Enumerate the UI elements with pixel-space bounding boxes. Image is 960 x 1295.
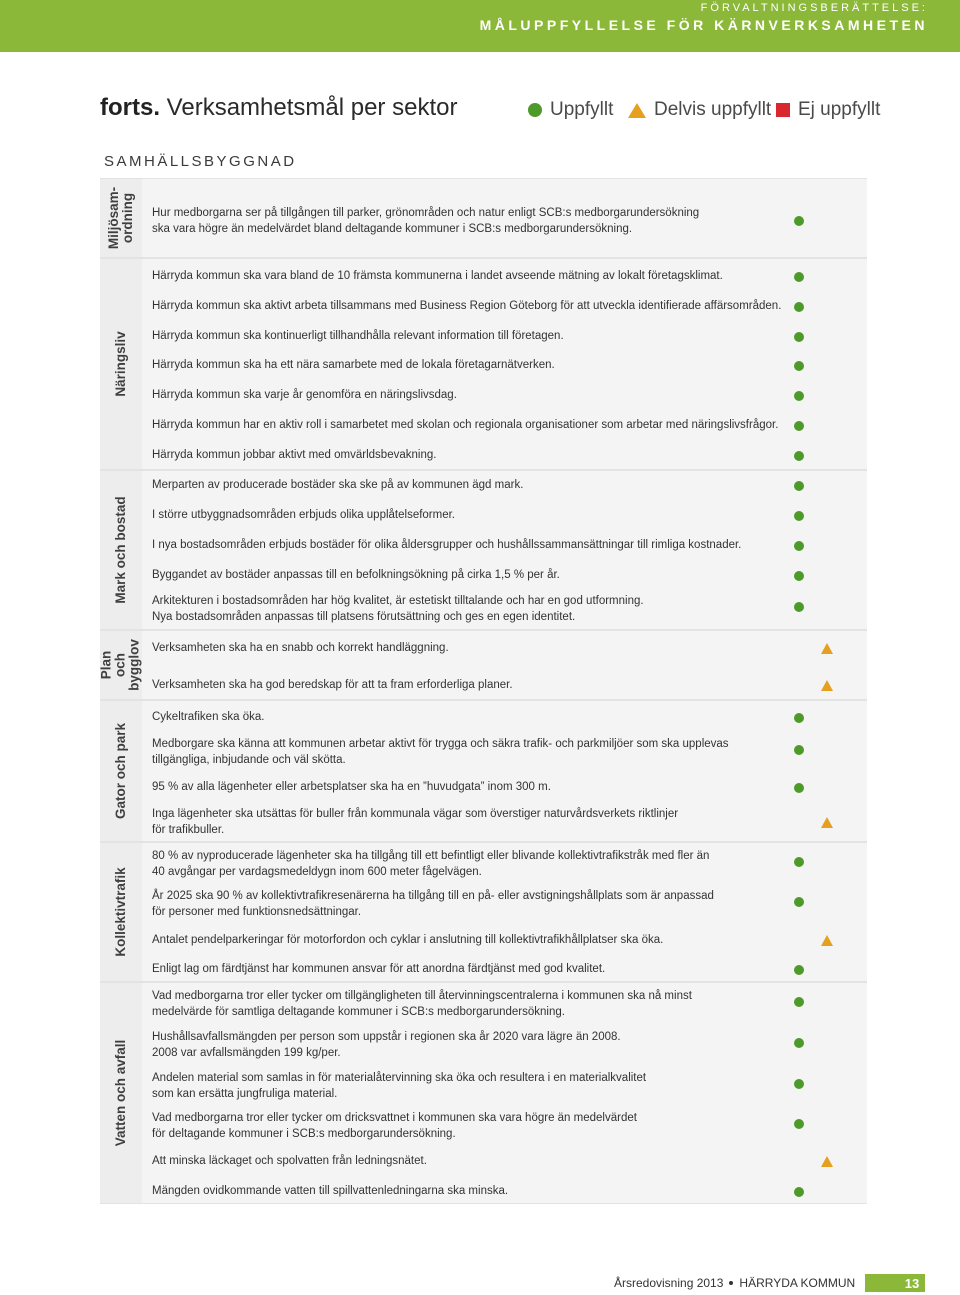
goal-text: Härryda kommun ska aktivt arbeta tillsammans med Business Region Göteborg för att utveckla identifierade affärsområden. [152,300,782,312]
goal-text: Vad medborgarna tror eller tycker om dricksvattnet i kommunen ska vara högre än medelvärdet för deltagande kommuner i SCB:s medborgarundersökning. [152,1112,637,1140]
footer-organization: HÄRRYDA KOMMUN [739,1276,856,1290]
sector-band [100,179,142,257]
status-fulfilled-icon [794,571,804,581]
goal-text: 95 % av alla lägenheter eller arbetsplatser ska ha en ”huvudgata” inom 300 m. [152,781,551,793]
sector-miljosamordning [100,178,867,258]
legend-partial [628,99,771,121]
goal-text: Härryda kommun ska kontinuerligt tillhandhålla relevant information till företagen. [152,330,564,342]
status-fulfilled-icon [794,216,804,226]
goal-text: I nya bostadsområden erbjuds bostäder för olika åldersgrupper och hushållssammansättningar till rimliga kostnader. [152,539,742,551]
status-partial-icon [821,643,833,654]
status-partial-icon [821,680,833,691]
footer-report-title: Årsredovisning 2013 [614,1276,724,1290]
status-fulfilled-icon [794,1038,804,1048]
status-fulfilled-icon [794,361,804,371]
goal-text: Byggandet av bostäder anpassas till en befolkningsökning på cirka 1,5 % per år. [152,569,560,581]
goal-text: 80 % av nyproducerade lägenheter ska ha tillgång till ett befintligt eller blivande kollektivtrafikstråk med fler än 40 avgångar per vardagsmedeldygn inom 600 meter fågelvägen. [152,850,710,878]
page-title-prefix: forts. [100,94,160,121]
goal-text: I större utbyggnadsområden erbjuds olika upplåtelseformer. [152,509,456,521]
page-footer [614,1275,925,1291]
sector-gator-och-park [100,700,867,842]
sector-band [100,631,142,699]
page-number: 13 [865,1274,925,1292]
section-heading: SAMHÄLLSBYGGNAD [104,153,297,170]
header-label-line1: FÖRVALTNINGSBERÄTTELSE: [700,2,928,14]
status-fulfilled-icon [794,783,804,793]
status-fulfilled-icon [794,332,804,342]
sector-vatten-och-avfall [100,982,867,1204]
goal-text: Härryda kommun ska vara bland de 10 främsta kommunerna i landet avseende mätning av lokalt företagsklimat. [152,270,723,282]
sector-naringsliv [100,258,867,470]
status-fulfilled-icon [794,272,804,282]
goal-text: Merparten av producerade bostäder ska ske på av kommunen ägd mark. [152,479,524,491]
goal-text: Arkitekturen i bostadsområden har hög kvalitet, är estetiskt tilltalande och har en god utformning. Nya bostadsområden anpassas till platsens förutsättning och ges en egen identitet. [152,595,644,623]
status-fulfilled-icon [794,965,804,975]
header-label-line2: MÅLUPPFYLLELSE FÖR KÄRNVERKSAMHETEN [479,17,928,33]
status-fulfilled-icon [794,897,804,907]
goal-text: Hur medborgarna ser på tillgången till parker, grönområden och natur enligt SCB:s medborgarundersökning ska vara högre än medelvärdet bland deltagande kommuner i SCB:s medborgarundersökning. [152,207,700,235]
legend-partial-label: Delvis uppfyllt [654,99,772,120]
goal-text: Verksamheten ska ha en snabb och korrekt handläggning. [152,642,449,654]
status-fulfilled-icon [794,302,804,312]
sector-band [100,259,142,469]
sector-mark-och-bostad [100,470,867,630]
goal-text: Härryda kommun har en aktiv roll i samarbetet med skolan och regionala organisationer som arbetar med näringslivsfrågor. [152,419,779,431]
sector-band [100,843,142,981]
bullet-icon [729,1281,733,1285]
sector-name: Kollektivtrafik [112,867,128,957]
sector-kollektivtrafik [100,842,867,982]
status-partial-icon [821,1156,833,1167]
sector-plan-och-bygglov [100,630,867,700]
status-partial-icon [821,935,833,946]
red-square-icon [776,103,790,117]
goal-text: Medborgare ska känna att kommunen arbetar aktivt för trygga och säkra trafik- och parkmiljöer som ska upplevas tillgängliga, inbjudande och väl skötta. [152,738,729,766]
sector-name: Näringsliv [112,331,128,397]
status-partial-icon [821,817,833,828]
goal-text: Antalet pendelparkeringar för motorfordon och cyklar i anslutning till kollektivtrafikhållplatser ska öka. [152,934,664,946]
legend-fulfilled [528,99,613,121]
status-fulfilled-icon [794,451,804,461]
goal-text: Härryda kommun ska varje år genomföra en näringslivsdag. [152,389,457,401]
status-fulfilled-icon [794,602,804,612]
status-fulfilled-icon [794,511,804,521]
legend-fulfilled-label: Uppfyllt [550,99,614,120]
status-fulfilled-icon [794,481,804,491]
legend-not-fulfilled-label: Ej uppfyllt [798,99,881,120]
green-circle-icon [528,103,542,117]
sector-band [100,701,142,841]
sector-band [100,983,142,1203]
status-fulfilled-icon [794,541,804,551]
goal-text: Cykeltrafiken ska öka. [152,711,265,723]
goal-text: Inga lägenheter ska utsättas för buller från kommunala vägar som överstiger naturvårdsverkets riktlinjer för trafikbuller. [152,808,679,836]
legend-not-fulfilled [776,99,880,121]
sector-name: Vatten och avfall [112,1039,128,1147]
goal-text: Verksamheten ska ha god beredskap för att ta fram erforderliga planer. [152,679,513,691]
goal-text: Hushållsavfallsmängden per person som uppstår i regionen ska år 2020 vara lägre än 2008. 2008 var avfallsmängden 199 kg/per. [152,1031,621,1059]
sector-name: Miljösam- ordning [105,186,135,250]
status-fulfilled-icon [794,1187,804,1197]
goal-text: Andelen material som samlas in för materialåtervinning ska öka och resultera i en materialkvalitet som kan ersätta jungfruliga material. [152,1072,647,1100]
goal-text: Att minska läckaget och spolvatten från ledningsnätet. [152,1155,427,1167]
status-fulfilled-icon [794,745,804,755]
status-fulfilled-icon [794,857,804,867]
goal-text: Vad medborgarna tror eller tycker om tillgängligheten till återvinningscentralerna i kommunen ska nå minst medelvärde för samtliga deltagande kommuner i SCB:s medborgarundersökning. [152,990,692,1018]
page-title-text: Verksamhetsmål per sektor [166,94,458,121]
status-fulfilled-icon [794,421,804,431]
goal-text: Härryda kommun ska ha ett nära samarbete med de lokala företagarnätverken. [152,359,555,371]
status-fulfilled-icon [794,1119,804,1129]
status-fulfilled-icon [794,713,804,723]
sector-band [100,471,142,629]
sector-name: Gator och park [112,722,128,820]
sector-name: Plan och bygglov [98,639,143,691]
yellow-triangle-icon [628,103,646,118]
header-band [0,0,960,52]
goal-text: År 2025 ska 90 % av kollektivtrafikresenärerna ha tillgång till en på- eller avstigningshållplats som är anpassad för personer med funktionsnedsättningar. [152,890,714,918]
goal-text: Enligt lag om färdtjänst har kommunen ansvar för att anordna färdtjänst med god kvalitet. [152,963,606,975]
sector-name: Mark och bostad [112,496,128,604]
goal-text: Mängden ovidkommande vatten till spillvattenledningarna ska minska. [152,1185,509,1197]
page-title [100,94,457,122]
status-fulfilled-icon [794,1079,804,1089]
status-fulfilled-icon [794,997,804,1007]
status-fulfilled-icon [794,391,804,401]
goal-text: Härryda kommun jobbar aktivt med omvärldsbevakning. [152,449,437,461]
